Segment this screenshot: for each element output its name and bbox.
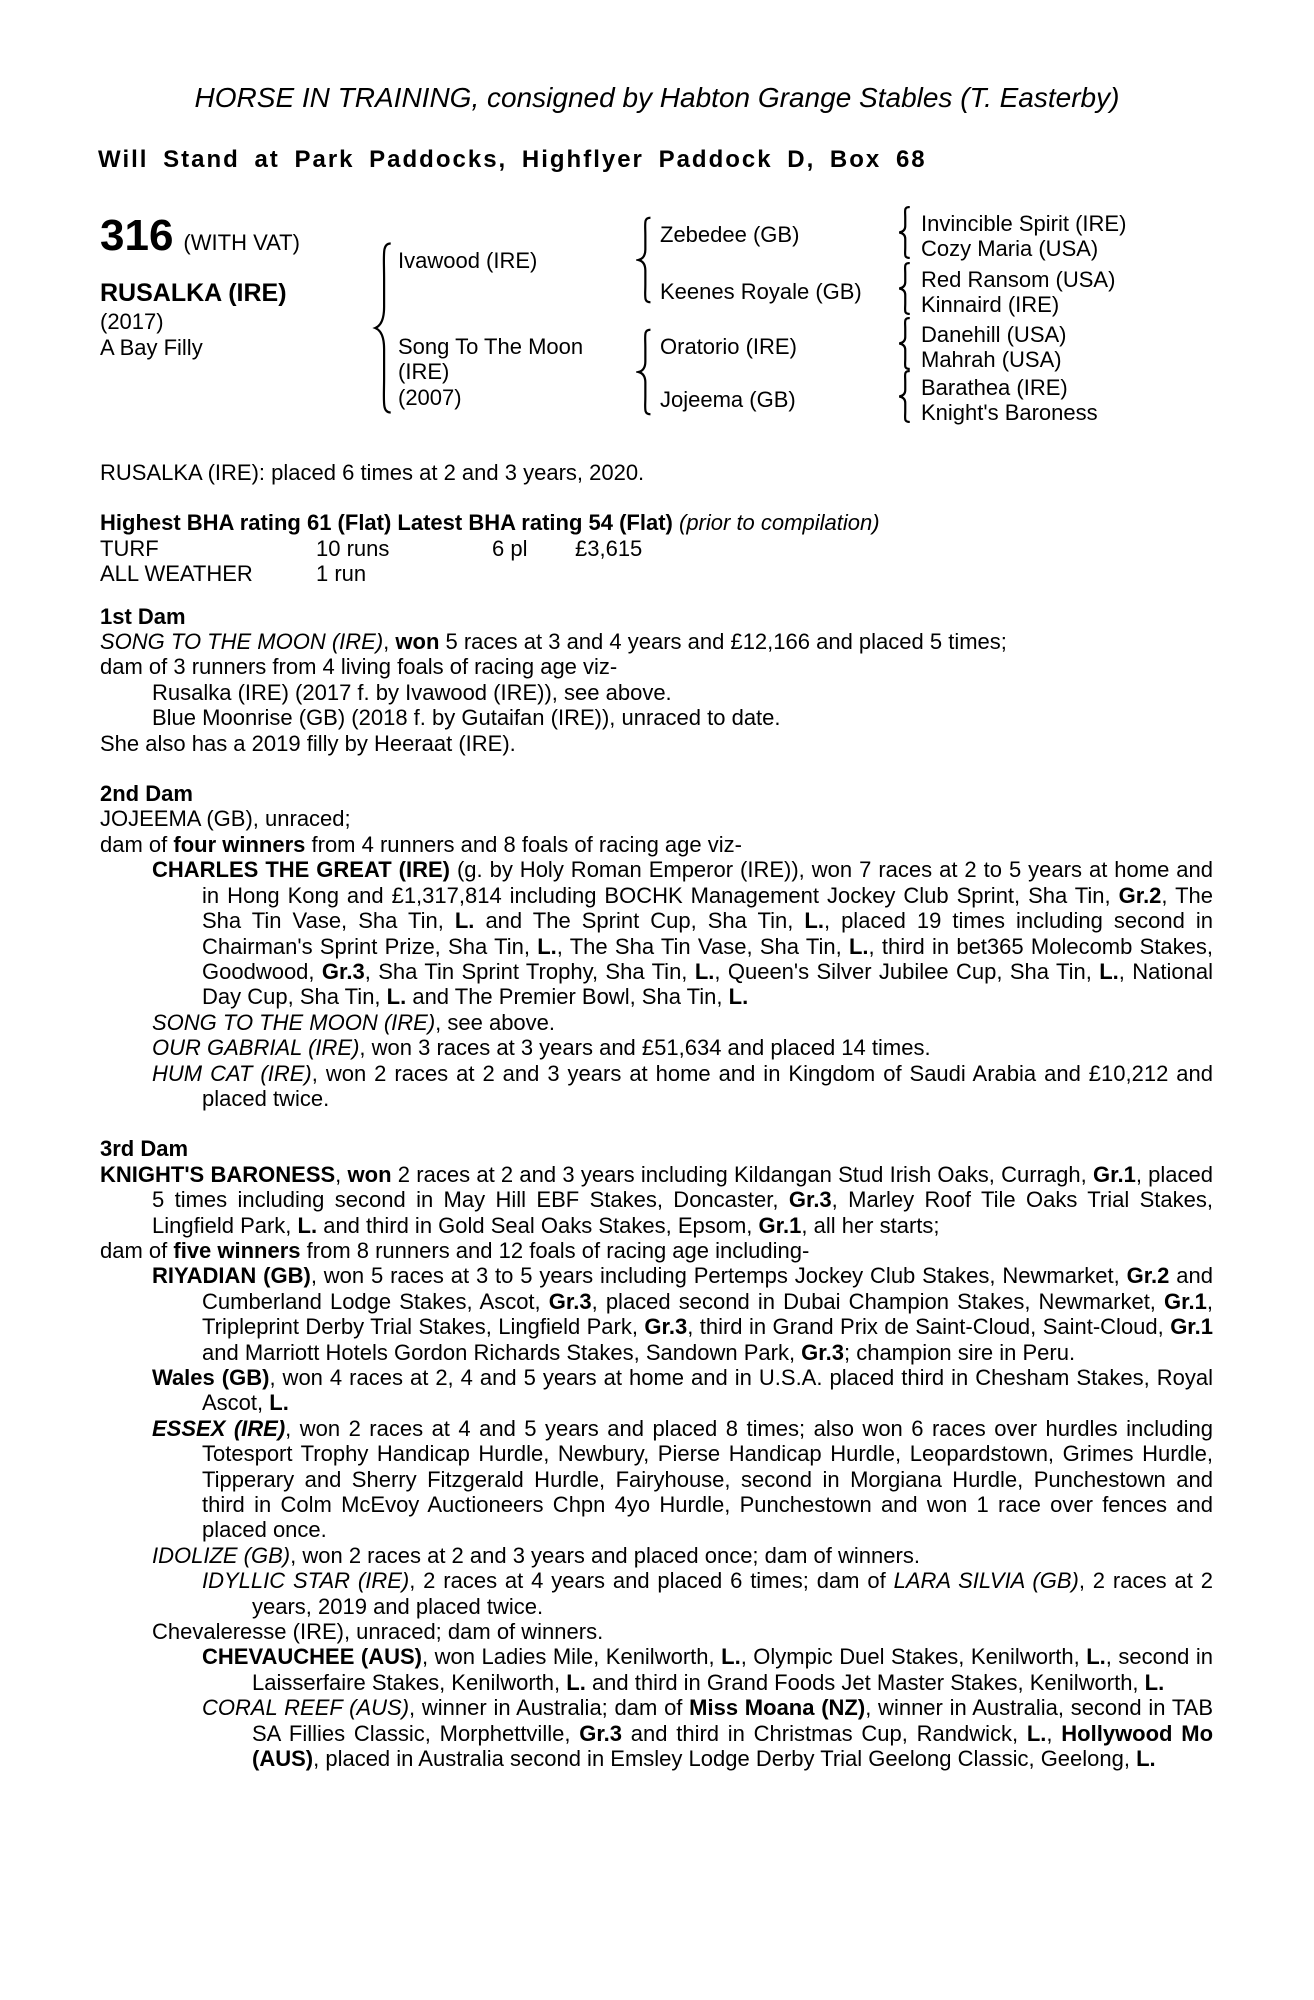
text-run: HUM CAT (IRE) [152, 1060, 312, 1086]
pedigree-text-paragraph [100, 1695, 1213, 1771]
text-run: , placed 19 times including second in Chairman's Sprint Prize, Sha Tin, [202, 908, 1213, 959]
text-run: IDOLIZE (GB) [152, 1542, 291, 1568]
text-run: Rusalka (IRE) (2017 f. by Ivawood (IRE)), see above. [152, 679, 672, 705]
pedigree-sire: Ivawood (IRE) [398, 248, 538, 273]
pedigree-brace-gen1 [372, 240, 394, 416]
text-run: , won 4 races at 2, 4 and 5 years at home and in U.S.A. placed third in Chesham Stakes, Royal Ascot, [202, 1365, 1214, 1416]
text-run: LARA SILVIA (GB) [893, 1568, 1079, 1594]
text-run: , Tripleprint Derby Trial Stakes, Lingfield Park, [202, 1288, 1213, 1340]
pedigree-great-grandparent: Cozy Maria (USA) [921, 236, 1099, 261]
pedigree-text-paragraph [100, 1010, 1213, 1035]
bha-rating-bold: Highest BHA rating 61 (Flat) Latest BHA rating 54 (Flat) [100, 510, 673, 536]
text-run: ; champion sire in Peru. [843, 1339, 1076, 1365]
text-run: , [1046, 1720, 1062, 1746]
race-record-places: 6 pl [492, 535, 528, 561]
pedigree-text-paragraph [100, 1619, 1213, 1644]
section-heading: 1st Dam [100, 603, 186, 629]
race-record-places [492, 561, 575, 586]
pedigree-text-paragraph [100, 1263, 1213, 1365]
section-heading: 3rd Dam [100, 1136, 189, 1162]
text-run: , won 2 races at 2 and 3 years at home and in Kingdom of Saudi Arabia and £10,212 and placed twice. [202, 1060, 1213, 1111]
pedigree-brace-gen2-dam [636, 328, 653, 416]
text-run: Gr.1 [758, 1212, 802, 1238]
text-run: and third in Christmas Cup, Randwick, [622, 1720, 1027, 1746]
pedigree-great-grandparent: Kinnaird (IRE) [921, 292, 1060, 317]
text-run: , winner in Australia; dam of [409, 1695, 690, 1721]
text-run: SONG TO THE MOON (IRE) [100, 629, 384, 655]
text-run: ESSEX (IRE) [152, 1415, 286, 1441]
dam-sections [100, 604, 1213, 1772]
pedigree-text-paragraph [100, 731, 1213, 756]
lot-number: 316 [100, 211, 174, 260]
text-run: Blue Moonrise (GB) (2018 f. by Gutaifan (IRE)), unraced to date. [152, 705, 781, 731]
race-record-runs: 1 run [316, 561, 367, 587]
text-run: (g. by Holy Roman Emperor (IRE)), won 7 races at 2 to 5 years at home and in Hong Kong and £1,317,814 including BOCHK Management Jockey Club Sprint, Sha Tin, [202, 857, 1213, 908]
vat-note: (WITH VAT) [183, 230, 300, 255]
race-record-row [100, 561, 1213, 586]
pedigree-text-paragraph [100, 654, 1213, 679]
text-run: dam of [100, 831, 174, 857]
bha-rating-line [100, 510, 1213, 535]
race-record-runs: 10 runs [316, 535, 390, 561]
text-run: Gr.3 [788, 1187, 832, 1213]
text-run: , [383, 629, 396, 655]
text-run: L. [454, 908, 475, 934]
pedigree-text-paragraph [100, 705, 1213, 730]
text-run: , Sha Tin Sprint Trophy, Sha Tin, [364, 958, 695, 984]
pedigree-text-paragraph [100, 1568, 1213, 1619]
pedigree-dam-line: (2007) [398, 385, 462, 410]
text-run: , The Sha Tin Vase, Sha Tin, [556, 933, 849, 959]
pedigree-great-grandparent: Danehill (USA) [921, 322, 1067, 347]
text-run: , second in Laisserfaire Stakes, Kenilworth, [252, 1644, 1213, 1695]
text-run: Gr.3 [801, 1339, 844, 1365]
text-run: L. [537, 933, 557, 959]
text-run: Miss Moana (NZ) [689, 1695, 866, 1721]
text-run: OUR GABRIAL (IRE) [152, 1035, 360, 1061]
text-run: L. [804, 908, 824, 934]
pedigree-dam-line: (IRE) [398, 359, 450, 384]
pedigree-brace-gen2-sire [636, 216, 653, 304]
text-run: L. [728, 984, 749, 1010]
race-record-summary: RUSALKA (IRE): placed 6 times at 2 and 3 years, 2020. [100, 460, 645, 485]
pedigree-text-paragraph [100, 680, 1213, 705]
text-run: L. [1099, 958, 1119, 984]
race-record-earnings [575, 561, 1213, 586]
text-run: L. [1026, 1720, 1047, 1746]
text-run: L. [1144, 1669, 1165, 1695]
text-run: , placed 5 times including second in May Hill EBF Stakes, Doncaster, [152, 1161, 1214, 1213]
pedigree-text-paragraph [100, 832, 1213, 857]
text-run: L. [1136, 1746, 1156, 1772]
text-run: L. [269, 1390, 289, 1416]
text-run: RIYADIAN (GB) [152, 1263, 311, 1289]
pedigree-dam-line: Song To The Moon [398, 334, 584, 359]
text-run: , Marley Roof Tile Oaks Trial Stakes, Lingfield Park, [152, 1187, 1214, 1238]
text-run: Gr.2 [1118, 882, 1162, 908]
text-run: , won 2 races at 2 and 3 years and placed once; dam of winners. [290, 1542, 920, 1568]
text-run: Gr.1 [1164, 1288, 1207, 1314]
text-run: CHARLES THE GREAT (IRE) [152, 857, 450, 883]
horse-description: A Bay Filly [100, 335, 203, 360]
race-record-row [100, 536, 1213, 561]
text-run: She also has a 2019 filly by Heeraat (IRE). [100, 730, 516, 756]
text-run: , see above. [435, 1009, 556, 1035]
pedigree-text-paragraph [100, 1238, 1213, 1263]
horse-name: RUSALKA (IRE) [100, 279, 287, 307]
text-run: L. [297, 1212, 318, 1238]
text-run: SONG TO THE MOON (IRE) [152, 1009, 436, 1035]
pedigree-brace-gen3 [897, 206, 912, 259]
bha-rating-note: (prior to compilation) [679, 510, 880, 536]
pedigree-text-paragraph [100, 1035, 1213, 1060]
text-run: won [347, 1161, 392, 1187]
pedigree-great-grandparent: Mahrah (USA) [921, 347, 1062, 372]
text-run: and The Premier Bowl, Sha Tin, [406, 984, 729, 1010]
text-run: , won 2 races at 4 and 5 years and placed 8 times; also won 6 races over hurdles including Totesport Trophy Handicap Hurdle, Newbury, Pierse Handicap Hurdle, Leopardstown, Grimes Hurdle, Tipperary and Sherry Fitzgerald Hurdle, Fairyhouse, second in Morgiana Hurdle, Punchestown and third in Colm McEvoy Auctioneers Chpn 4yo Hurdle, Punchestown and won 1 race over fences and placed once. [202, 1415, 1213, 1543]
text-run: , The Sha Tin Vase, Sha Tin, [202, 882, 1213, 934]
text-run: JOJEEMA (GB), unraced; [100, 806, 351, 832]
text-run: , National Day Cup, Sha Tin, [202, 958, 1213, 1010]
page-title: HORSE IN TRAINING, consigned by Habton Grange Stables (T. Easterby) [194, 82, 1120, 113]
text-run: Hollywood Mo (AUS) [252, 1720, 1214, 1772]
text-run: five winners [173, 1237, 301, 1263]
pedigree-text-paragraph [100, 1162, 1213, 1238]
text-run: L. [566, 1669, 586, 1695]
text-run: Gr.1 [1170, 1314, 1213, 1340]
text-run: , Queen's Silver Jubilee Cup, Sha Tin, [714, 958, 1100, 984]
race-record-surface: TURF [100, 535, 159, 561]
text-run: , all her starts; [801, 1212, 940, 1238]
text-run: and Cumberland Lodge Stakes, Ascot, [202, 1263, 1213, 1314]
text-run: , placed in Australia second in Emsley Lodge Derby Trial Geelong Classic, Geelong, [313, 1746, 1137, 1772]
pedigree-brace-gen3 [897, 317, 912, 370]
text-run: and Marriott Hotels Gordon Richards Stakes, Sandown Park, [202, 1339, 802, 1365]
text-run: 5 races at 3 and 4 years and £12,166 and placed 5 times; [439, 629, 1007, 655]
text-run: and The Sprint Cup, Sha Tin, [474, 908, 805, 934]
text-run: CHEVAUCHEE (AUS) [202, 1644, 422, 1670]
pedigree-grandparent: Keenes Royale (GB) [660, 279, 862, 304]
text-run: L. [1086, 1644, 1106, 1670]
race-record-surface: ALL WEATHER [100, 561, 253, 587]
pedigree-great-grandparent: Red Ransom (USA) [921, 267, 1116, 292]
text-run: from 4 runners and 8 foals of racing age viz- [305, 831, 742, 857]
text-run: L. [386, 984, 407, 1010]
text-run: KNIGHT'S BARONESS [100, 1161, 336, 1187]
text-run: , 2 races at 4 years and placed 6 times; dam of [409, 1568, 894, 1594]
pedigree-text-paragraph [100, 1644, 1213, 1695]
text-run: four winners [173, 831, 306, 857]
text-run: dam of 3 runners from 4 living foals of racing age viz- [100, 654, 618, 680]
pedigree-text-paragraph [100, 857, 1213, 1009]
pedigree-grandparent: Jojeema (GB) [660, 387, 796, 412]
text-run: IDYLLIC STAR (IRE) [202, 1568, 410, 1594]
text-run: , third in Grand Prix de Saint-Cloud, Saint-Cloud, [687, 1314, 1171, 1340]
pedigree-great-grandparent: Knight's Baroness [921, 400, 1098, 425]
pedigree-brace-gen3 [897, 370, 912, 423]
text-run: won [395, 629, 440, 655]
text-run: , [335, 1161, 348, 1187]
lot-header [100, 211, 300, 260]
text-run: Gr.3 [644, 1314, 688, 1340]
text-run: L. [848, 933, 869, 959]
pedigree-brace-gen3 [897, 262, 912, 315]
text-run: , won 3 races at 3 years and £51,634 and placed 14 times. [359, 1035, 931, 1061]
text-run: CORAL REEF (AUS) [202, 1695, 410, 1721]
pedigree-text-paragraph [100, 1365, 1213, 1416]
pedigree-text-paragraph [100, 1416, 1213, 1543]
text-run: , won 5 races at 3 to 5 years including Pertemps Jockey Club Stakes, Newmarket, [310, 1263, 1127, 1289]
text-run: dam of [100, 1237, 174, 1263]
pedigree-text-paragraph [100, 1543, 1213, 1568]
text-run: Chevaleresse (IRE), unraced; dam of winners. [152, 1619, 604, 1645]
section-heading: 2nd Dam [100, 781, 193, 807]
stand-location: Will Stand at Park Paddocks, Highflyer Paddock D, Box 68 [98, 146, 927, 173]
text-run: Gr.3 [579, 1720, 623, 1746]
text-run: 2 races at 2 and 3 years including Kildangan Stud Irish Oaks, Curragh, [391, 1161, 1093, 1187]
body-column [100, 460, 1213, 1772]
pedigree-text-paragraph [100, 1061, 1213, 1112]
text-run: and third in Grand Foods Jet Master Stakes, Kenilworth, [585, 1669, 1145, 1695]
text-run: Gr.2 [1126, 1263, 1170, 1289]
text-run: Gr.3 [548, 1288, 592, 1314]
text-run: L. [721, 1644, 741, 1670]
race-record-earnings: £3,615 [575, 535, 643, 561]
pedigree-great-grandparent: Invincible Spirit (IRE) [921, 211, 1127, 236]
text-run: , winner in Australia, second in TAB SA Fillies Classic, Morphettville, [252, 1695, 1213, 1746]
pedigree-great-grandparent: Barathea (IRE) [921, 375, 1068, 400]
text-run: Gr.1 [1093, 1161, 1136, 1187]
text-run: , Olympic Duel Stakes, Kenilworth, [740, 1644, 1087, 1670]
text-run: Wales (GB) [152, 1365, 270, 1390]
pedigree-grandparent: Oratorio (IRE) [660, 334, 797, 359]
text-run: Gr.3 [321, 958, 365, 984]
text-run: , 2 races at 2 years, 2019 and placed twice. [252, 1568, 1213, 1619]
pedigree-grandparent: Zebedee (GB) [660, 222, 800, 247]
text-run: , third in bet365 Molecomb Stakes, Goodwood, [202, 933, 1213, 984]
text-run: L. [694, 958, 715, 984]
pedigree-text-paragraph [100, 806, 1213, 831]
text-run: and third in Gold Seal Oaks Stakes, Epsom, [317, 1212, 759, 1238]
foaling-year: (2017) [100, 309, 164, 334]
pedigree-text-paragraph [100, 629, 1213, 654]
text-run: , won Ladies Mile, Kenilworth, [422, 1644, 722, 1670]
text-run: , placed second in Dubai Champion Stakes, Newmarket, [591, 1288, 1165, 1314]
text-run: from 8 runners and 12 foals of racing age including- [300, 1237, 810, 1263]
